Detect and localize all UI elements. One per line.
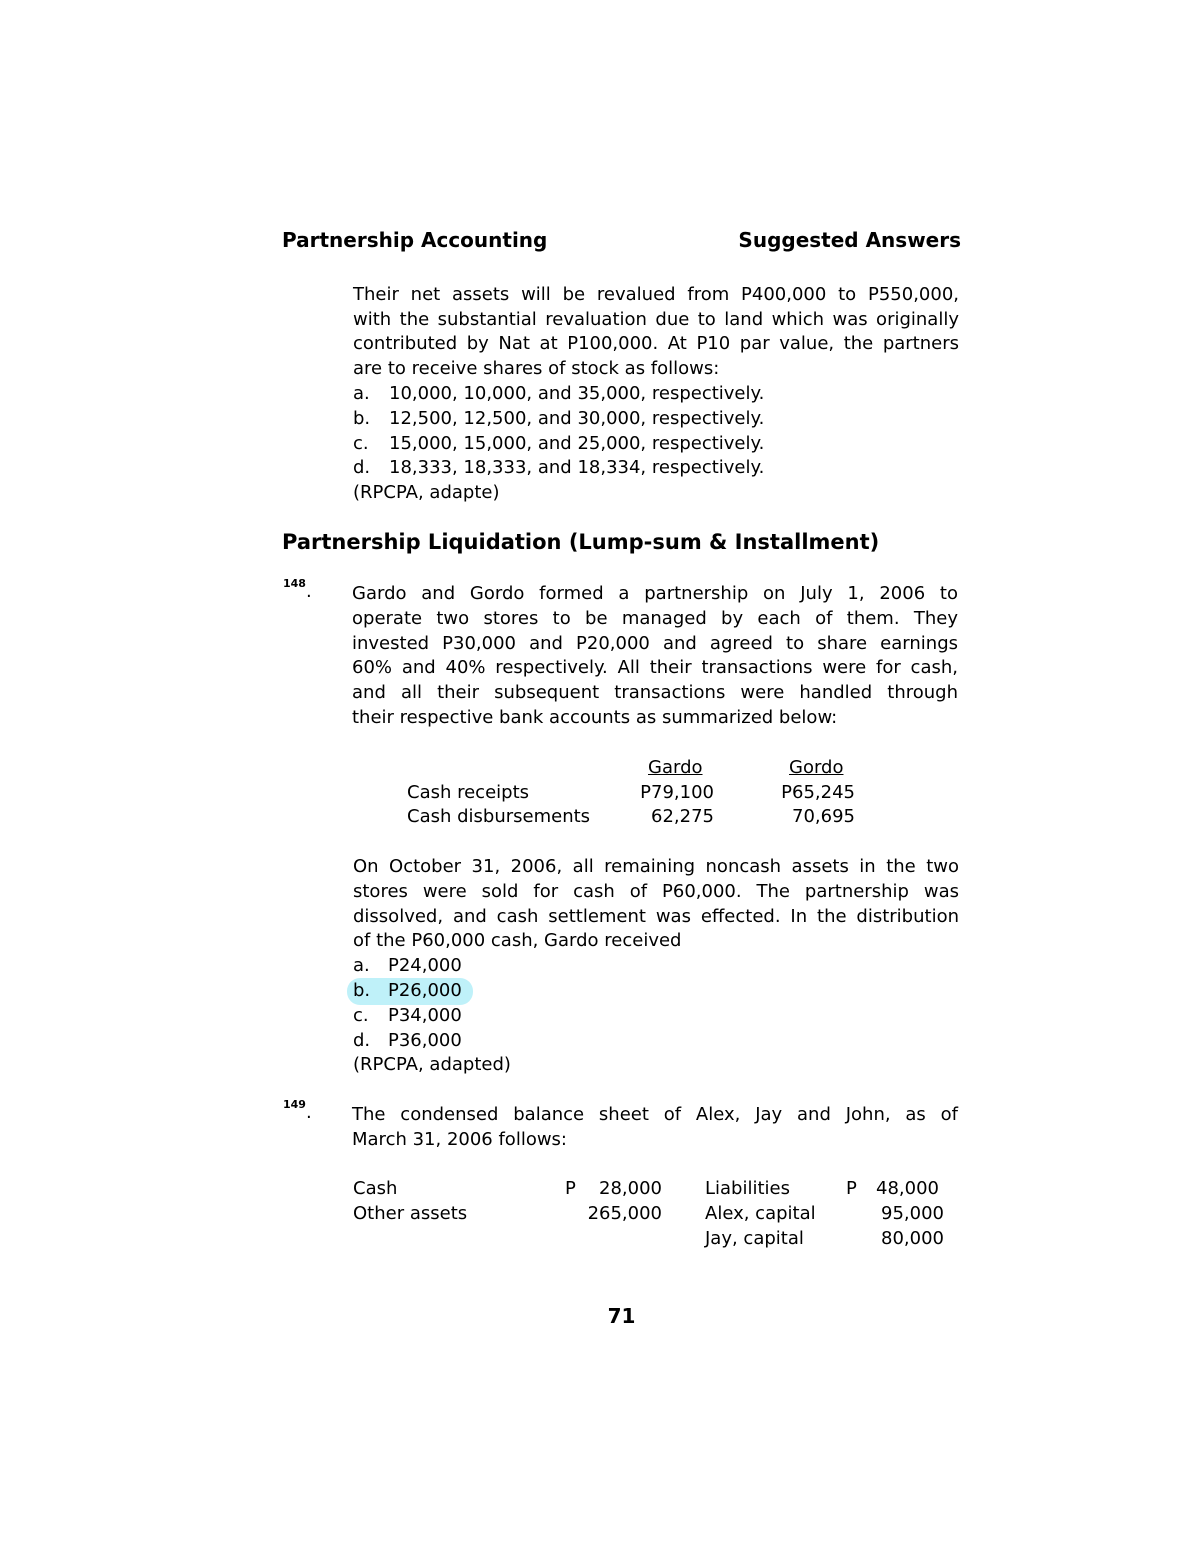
bs-asset-currency: P <box>565 1178 576 1199</box>
table-cell-gardo: P79,100 <box>640 782 714 803</box>
q148-choice-a-letter: a. <box>353 955 370 976</box>
q148-line-6: their respective bank accounts as summarized below: <box>352 707 838 728</box>
intro-choice-d-letter: d. <box>353 457 371 478</box>
intro-line-2: with the substantial revaluation due to land which was originally <box>353 309 959 330</box>
section-title: Partnership Liquidation (Lump-sum & Installment) <box>282 530 880 554</box>
intro-choice-a-text: 10,000, 10,000, and 35,000, respectively. <box>389 383 765 404</box>
page-number: 71 <box>607 1304 636 1328</box>
question-148-number <box>283 577 312 602</box>
bs-liability-label: Liabilities <box>705 1178 790 1199</box>
bs-asset-amount: 265,000 <box>587 1203 662 1224</box>
q148-line-3: invested P30,000 and P20,000 and agreed to share earnings <box>352 633 958 654</box>
running-header-title: Partnership Accounting <box>282 228 548 252</box>
q148-para2-line-4: of the P60,000 cash, Gardo received <box>353 930 682 951</box>
intro-choice-c-letter: c. <box>353 433 369 454</box>
q148-line-2: operate two stores to be managed by each of them. They <box>352 608 958 629</box>
q148-line-5: and all their subsequent transactions were handled through <box>352 682 958 703</box>
q148-line-1: Gardo and Gordo formed a partnership on July 1, 2006 to <box>352 583 958 604</box>
bs-asset-label: Other assets <box>353 1203 468 1224</box>
bs-liability-label: Alex, capital <box>705 1203 816 1224</box>
q148-choice-d-letter: d. <box>353 1030 371 1051</box>
q149-line-2: March 31, 2006 follows: <box>352 1129 567 1150</box>
intro-choice-b-text: 12,500, 12,500, and 30,000, respectively. <box>389 408 765 429</box>
q148-line-4: 60% and 40% respectively. All their transactions were for cash, <box>352 657 958 678</box>
table-cell-gardo: 62,275 <box>651 806 714 827</box>
q148-para2-line-3: dissolved, and cash settlement was effected. In the distribution <box>353 906 959 927</box>
q148-choice-c-letter: c. <box>353 1005 369 1026</box>
table-row-label: Cash receipts <box>407 782 530 803</box>
question-149-dot: . <box>305 1102 312 1123</box>
question-149-number <box>283 1098 312 1123</box>
question-149-superscript: 149 <box>283 1098 306 1111</box>
question-148-dot: . <box>305 581 312 602</box>
intro-line-4: are to receive shares of stock as follows: <box>353 358 720 379</box>
bs-asset-label: Cash <box>353 1178 398 1199</box>
running-header-subtitle: Suggested Answers <box>738 228 961 252</box>
bs-liability-label: Jay, capital <box>705 1228 804 1249</box>
q149-line-1: The condensed balance sheet of Alex, Jay and John, as of <box>352 1104 958 1125</box>
intro-choice-a-letter: a. <box>353 383 370 404</box>
bs-liability-amount: 95,000 <box>881 1203 944 1224</box>
intro-choice-c-text: 15,000, 15,000, and 25,000, respectively. <box>389 433 765 454</box>
question-148-superscript: 148 <box>283 577 306 590</box>
q148-para2-line-2: stores were sold for cash of P60,000. The partnership was <box>353 881 959 902</box>
table-cell-gordo: 70,695 <box>792 806 855 827</box>
intro-choice-b-letter: b. <box>353 408 371 429</box>
table-header-gordo: Gordo <box>789 757 844 778</box>
q148-choice-b-text: P26,000 <box>388 980 462 1001</box>
q148-source: (RPCPA, adapted) <box>353 1054 511 1075</box>
intro-line-1: Their net assets will be revalued from P400,000 to P550,000, <box>353 284 959 305</box>
intro-choice-d-text: 18,333, 18,333, and 18,334, respectively. <box>389 457 765 478</box>
q148-para2-line-1: On October 31, 2006, all remaining noncash assets in the two <box>353 856 959 877</box>
table-row-label: Cash disbursements <box>407 806 591 827</box>
q148-choice-c-text: P34,000 <box>388 1005 462 1026</box>
intro-line-3: contributed by Nat at P100,000. At P10 par value, the partners <box>353 333 959 354</box>
table-cell-gordo: P65,245 <box>781 782 855 803</box>
bs-liability-amount: 48,000 <box>876 1178 939 1199</box>
bs-liability-currency: P <box>846 1178 857 1199</box>
table-header-gardo: Gardo <box>648 757 703 778</box>
intro-source: (RPCPA, adapte) <box>353 482 500 503</box>
bs-liability-amount: 80,000 <box>881 1228 944 1249</box>
bs-asset-amount: 28,000 <box>599 1178 662 1199</box>
q148-choice-b-letter: b. <box>353 980 371 1001</box>
q148-choice-a-text: P24,000 <box>388 955 462 976</box>
q148-choice-d-text: P36,000 <box>388 1030 462 1051</box>
